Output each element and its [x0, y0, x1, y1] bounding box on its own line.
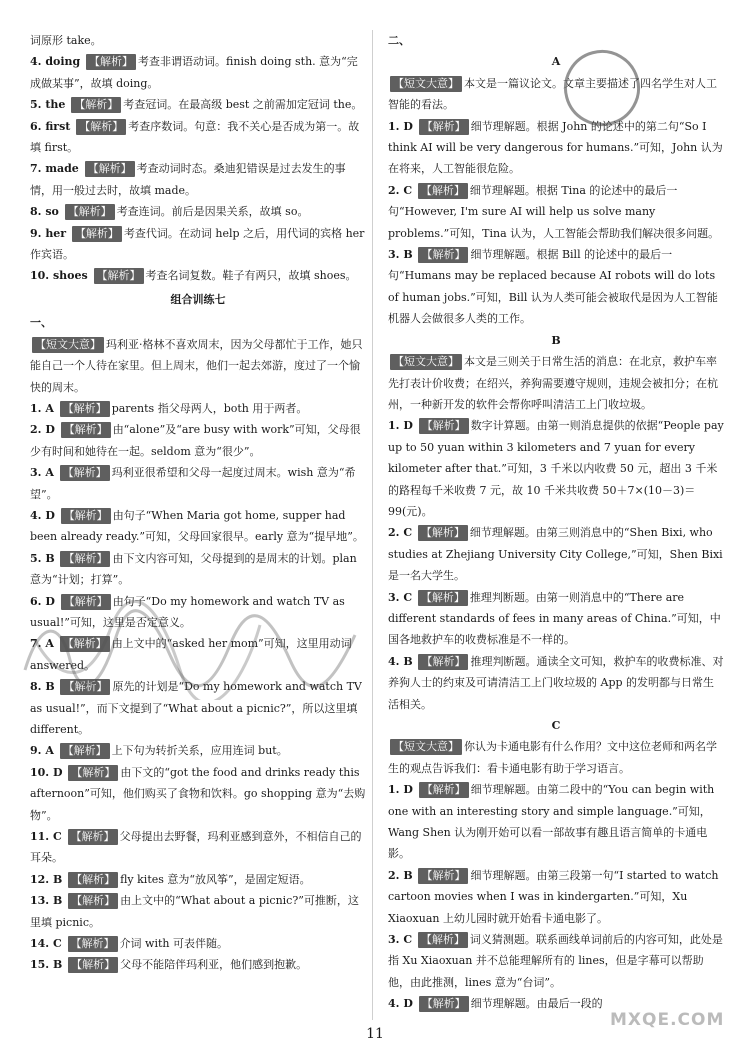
analysis-text: 本文是三则关于日常生活的消息：在北京，救护车率先打表计价收费；在绍兴，养狗需要遵守规则，违规会被扣分；在杭州，一种新开发的软件会帮你呼叫清洁工上门收垃圾。 [388, 355, 718, 411]
answer-item [388, 73, 724, 116]
section-title: 组合训练七 [170, 292, 226, 306]
column-divider [372, 30, 373, 1020]
answer-key: 15. B [30, 958, 67, 972]
answer-key: 9. A [30, 744, 58, 758]
answer-key: 2. C [388, 526, 416, 540]
analysis-text: fly kites 意为“放风筝”，是固定短语。 [120, 872, 311, 886]
analysis-tag: 【解析】 [419, 782, 469, 798]
left-column [30, 30, 366, 976]
answer-key: 11. C [30, 830, 66, 844]
analysis-tag: 【短文大意】 [390, 739, 462, 755]
analysis-tag: 【解析】 [418, 247, 468, 263]
answer-item [388, 116, 724, 180]
analysis-tag: 【解析】 [68, 829, 118, 845]
analysis-text: 考查名词复数。鞋子有两只，故填 shoes。 [145, 269, 357, 283]
answer-key: 6. D [30, 594, 59, 608]
analysis-tag: 【解析】 [71, 97, 121, 113]
part-heading: 二、 [388, 34, 410, 47]
answer-item [388, 929, 724, 993]
analysis-tag: 【解析】 [419, 996, 469, 1012]
answer-item [30, 676, 366, 740]
answer-key: 10. shoes [30, 269, 92, 283]
part-heading: 一、 [30, 316, 52, 330]
analysis-tag: 【解析】 [60, 465, 110, 481]
answer-item [30, 869, 366, 890]
analysis-text: 考查动词时态。桑迪犯错误是过去发生的事情，用一般过去时，故填 made。 [30, 162, 346, 197]
analysis-tag: 【解析】 [86, 54, 136, 70]
answer-key: 7. A [30, 637, 58, 651]
answer-key: 2. C [388, 183, 416, 197]
analysis-tag: 【解析】 [68, 957, 118, 973]
passage-letter: B [551, 333, 561, 347]
answer-key: 4. B [388, 654, 417, 668]
answer-key: 3. B [388, 248, 417, 262]
answer-item [30, 334, 366, 398]
analysis-text: 推理判断题。通读全文可知，救护车的收费标准、对养狗人士的约束及可请清洁工上门收垃圾的 App 的发明都与日常生活相关。 [388, 654, 724, 711]
answer-item [30, 826, 366, 869]
text-line: 词原形 take。 [30, 34, 102, 47]
analysis-tag: 【解析】 [76, 119, 126, 135]
answer-item [30, 933, 366, 954]
analysis-text: 本文是一篇议论文。文章主要描述了四名学生对人工智能的看法。 [388, 76, 717, 112]
answer-key: 5. B [30, 551, 59, 565]
answer-item [388, 180, 724, 244]
analysis-text: 父母提出去野餐，玛利亚感到意外，不相信自己的耳朵。 [30, 830, 362, 865]
answer-key: 13. B [30, 894, 67, 908]
analysis-tag: 【解析】 [418, 868, 468, 884]
analysis-tag: 【解析】 [72, 226, 122, 242]
answer-item [30, 633, 366, 676]
answer-key: 4. D [30, 508, 59, 522]
analysis-text: 你认为卡通电影有什么作用？文中这位老师和两名学生的观点告诉我们：看卡通电影有助于学习语言。 [388, 740, 717, 775]
analysis-tag: 【解析】 [94, 268, 144, 284]
right-column [388, 30, 728, 1015]
analysis-text: 考查代词。在动词 help 之后，用代词的宾格 her 作宾语。 [30, 226, 368, 262]
answer-item [30, 462, 366, 505]
answer-key: 6. first [30, 119, 75, 133]
analysis-text: 考查非谓语动词。finish doing sth. 意为“完成做某事”，故填 doing。 [30, 55, 358, 90]
answer-item [388, 779, 724, 865]
answer-item [388, 587, 724, 651]
answer-key: 9. her [30, 226, 70, 240]
answer-item [30, 201, 366, 222]
analysis-text: 由下文的“got the food and drinks ready this afternoon”可知，他们购买了食物和饮料。go shopping 意为“去购物”。 [30, 765, 366, 822]
analysis-text: 由“alone”及“are busy with work”可知，父母很少有时间和她待在一起。seldom 意为“很少”。 [30, 423, 361, 458]
analysis-text: 玛利亚很希望和父母一起度过周末。wish 意为“希望”。 [30, 466, 356, 501]
analysis-tag: 【解析】 [60, 401, 110, 417]
answer-key: 14. C [30, 937, 66, 951]
answer-item [388, 651, 724, 715]
analysis-tag: 【解析】 [418, 525, 468, 541]
analysis-tag: 【解析】 [419, 418, 469, 434]
analysis-text: 细节理解题。由第二段中的“You can begin with one with an interesting story and simple language.”可知，Wang Shen 认为刚开始可以看一部故事有趣且语言简单的卡通电影。 [388, 783, 718, 861]
analysis-text: 由下文内容可知，父母提到的是周末的计划。plan 意为“计划；打算”。 [30, 551, 361, 587]
answer-item [30, 94, 366, 115]
analysis-tag: 【解析】 [61, 508, 111, 524]
answer-item [388, 244, 724, 330]
analysis-text: 考查连词。前后是因果关系，故填 so。 [116, 205, 309, 219]
answer-item [388, 865, 724, 929]
passage-letter: A [551, 55, 561, 69]
analysis-tag: 【解析】 [418, 183, 468, 199]
answer-item [30, 591, 366, 634]
analysis-tag: 【解析】 [418, 932, 468, 948]
answer-key: 4. doing [30, 55, 85, 69]
answer-key: 3. C [388, 590, 416, 604]
analysis-tag: 【解析】 [85, 161, 135, 177]
answer-item [30, 51, 366, 94]
analysis-text: 词义猜测题。联系画线单词前后的内容可知，此处是指 Xu Xiaoxuan 并不总能理解所有的 lines，但是字幕可以帮助他，由此推测，lines 意为“台词”。 [388, 933, 723, 989]
analysis-tag: 【解析】 [60, 636, 110, 652]
answer-item [388, 522, 727, 586]
answer-item [30, 158, 366, 201]
analysis-text: parents 指父母两人，both 用于两者。 [111, 401, 308, 415]
analysis-text: 细节理解题。根据 John 的论述中的第二句“So I think AI will be very dangerous for humans.”可知，John 认为在将来，人工智能很危险。 [388, 119, 723, 176]
analysis-text: 细节理解题。根据 Tina 的论述中的最后一句“However, I'm sure AI will help us solve many problems.”可知，Tina 认为，人工智能会帮助我们解决很多问题。 [388, 183, 720, 240]
analysis-tag: 【短文大意】 [390, 76, 462, 92]
answer-key: 5. the [30, 98, 70, 112]
answer-item [30, 265, 366, 286]
answer-key: 2. D [30, 423, 59, 437]
answer-item [30, 954, 366, 975]
answer-item [30, 398, 366, 419]
analysis-text: 由句子“When Maria got home, supper had been already ready.”可知，父母回家很早。early 意为“提早地”。 [30, 508, 364, 544]
answer-key: 12. B [30, 872, 67, 886]
answer-key: 3. C [388, 933, 416, 947]
analysis-tag: 【解析】 [60, 551, 110, 567]
answer-item [388, 736, 724, 779]
answer-key: 7. made [30, 162, 83, 176]
answer-key: 1. D [388, 119, 417, 133]
analysis-text: 细节理解题。由第三段第一句“I started to watch cartoon movies when I was in kindergarten.”可知，Xu Xiaoxuan 上幼儿园时就开始看卡通电影了。 [388, 868, 722, 925]
answer-key: 8. B [30, 680, 59, 694]
analysis-text: 由句子“Do my homework and watch TV as usual!”可知，这里是否定意义。 [30, 594, 349, 629]
analysis-text: 上下句为转折关系，应用连词 but。 [111, 744, 288, 758]
answer-item [30, 740, 366, 761]
analysis-tag: 【解析】 [418, 654, 468, 670]
answer-item [30, 762, 366, 826]
analysis-tag: 【解析】 [419, 119, 469, 135]
analysis-text: 细节理解题。由最后一段的 [470, 997, 603, 1011]
answer-item [30, 890, 366, 933]
answer-key: 1. D [388, 783, 417, 797]
analysis-tag: 【解析】 [61, 594, 111, 610]
analysis-tag: 【解析】 [61, 422, 111, 438]
answer-item [30, 116, 366, 159]
answer-item [388, 415, 728, 522]
answer-key: 8. so [30, 205, 63, 219]
answer-item [30, 505, 366, 548]
analysis-tag: 【短文大意】 [32, 337, 104, 353]
answer-item [30, 419, 366, 462]
answer-key: 1. D [388, 419, 417, 433]
answer-key: 10. D [30, 765, 67, 779]
analysis-text: 由上文中的“asked her mom”可知，这里用动词 answered。 [30, 637, 356, 672]
analysis-text: 原先的计划是“Do my homework and watch TV as usual!”，而下文提到了“What about a picnic?”，所以这里填 different。 [30, 680, 366, 736]
analysis-text: 玛利亚·格林不喜欢周末，因为父母都忙于工作，她只能自己一个人待在家里。但上周末，他们一起去郊游，度过了一个愉快的周末。 [30, 337, 363, 394]
analysis-tag: 【解析】 [60, 679, 110, 695]
analysis-tag: 【解析】 [60, 743, 110, 759]
analysis-text: 考查冠词。在最高级 best 之前需加定冠词 the。 [123, 98, 363, 112]
analysis-text: 数字计算题。由第一则消息提供的依据“People pay up to 50 yuan within 3 kilometers and 7 yuan for every kilometer after that.”可知，3 千米以内收费 50 元，超出 3 千米的路程每千米收费 7 元，故 10 千米共收费 50＋7×(10－3)＝99(元)。 [388, 419, 728, 518]
analysis-text: 推理判断题。由第一则消息中的“There are different standards of fees in many areas of China.”可知，中国各地救护车的收费标准是不一样的。 [388, 590, 721, 647]
analysis-text: 父母不能陪伴玛利亚，他们感到抱歉。 [120, 958, 308, 972]
analysis-text: 由上文中的“What about a picnic?”可推断，这里填 picnic。 [30, 894, 359, 929]
analysis-tag: 【解析】 [418, 590, 468, 606]
analysis-tag: 【解析】 [68, 893, 118, 909]
answer-item [30, 223, 366, 266]
site-watermark: MXQE.COM [610, 1010, 725, 1030]
analysis-tag: 【解析】 [68, 765, 118, 781]
answer-key: 2. B [388, 868, 417, 882]
answer-key: 3. A [30, 466, 58, 480]
answer-key: 1. A [30, 401, 58, 415]
analysis-tag: 【解析】 [68, 936, 118, 952]
analysis-text: 考查序数词。句意：我不关心是否成为第一。故填 first。 [30, 119, 360, 155]
analysis-tag: 【短文大意】 [390, 354, 462, 370]
analysis-text: 细节理解题。根据 Bill 的论述中的最后一句“Humans may be replaced because AI robots will do lots of human jobs.”可知，Bill 认为人类可能会被取代是因为人工智能机器人会做很多人类的工作。 [388, 248, 719, 326]
analysis-text: 介词 with 可表伴随。 [119, 937, 228, 951]
analysis-text: 细节理解题。由第三则消息中的“Shen Bixi, who studies at Zhejiang University City College,”可知，Shen Bixi 是一名大学生。 [388, 526, 727, 583]
page-number: 11 [366, 1026, 384, 1042]
answer-item [388, 351, 724, 415]
passage-letter: C [551, 719, 561, 732]
analysis-tag: 【解析】 [65, 204, 115, 220]
answer-key: 4. D [388, 997, 417, 1011]
answer-item [30, 548, 366, 591]
analysis-tag: 【解析】 [68, 872, 118, 888]
